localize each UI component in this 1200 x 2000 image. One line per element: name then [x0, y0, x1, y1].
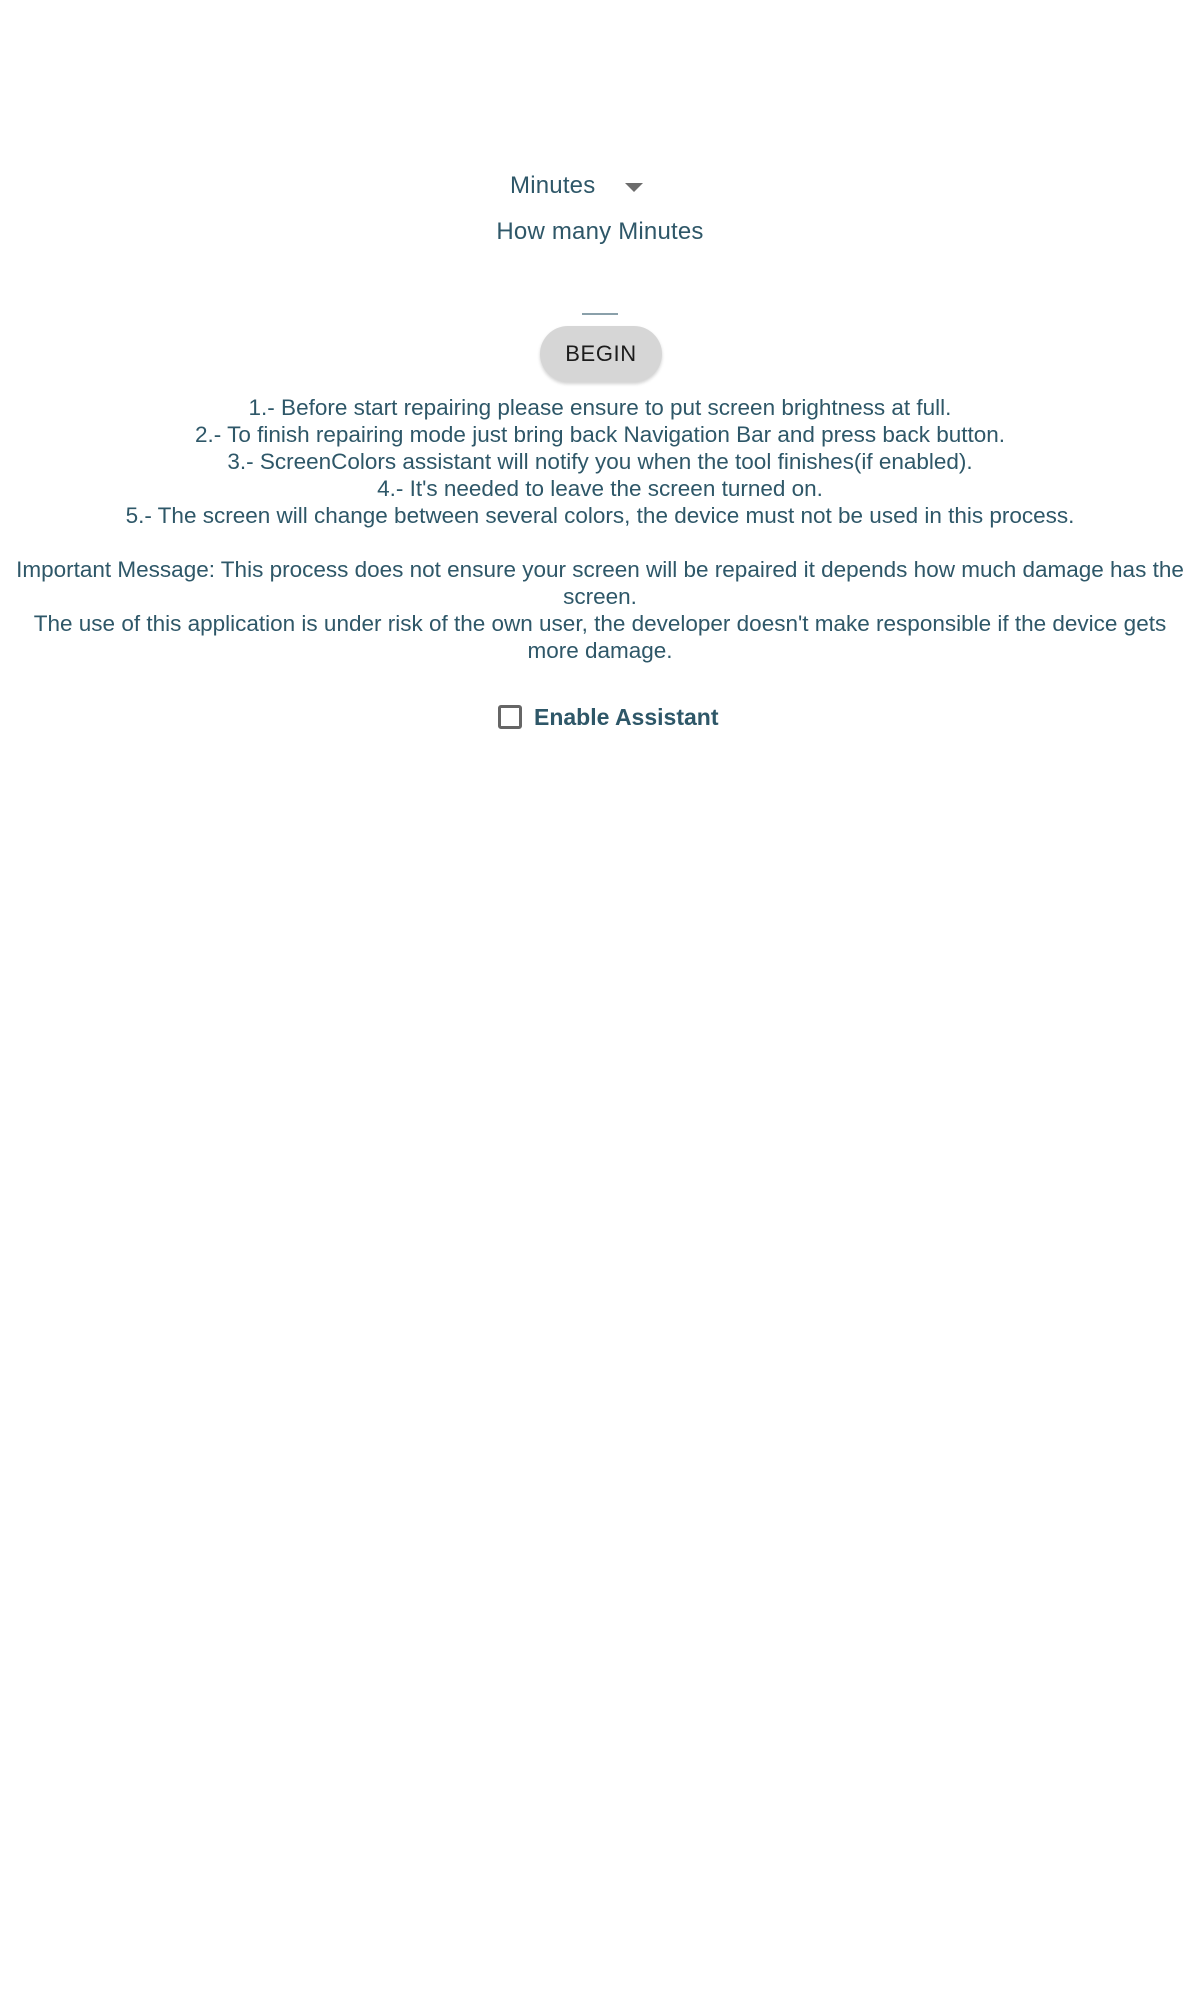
- duration-input[interactable]: [582, 283, 618, 315]
- instructions-text: [0, 394, 1200, 664]
- instruction-step-4: 4.- It's needed to leave the screen turned on.: [377, 476, 823, 501]
- instruction-step-1: 1.- Before start repairing please ensure to put screen brightness at full.: [248, 395, 952, 420]
- important-message: Important Message: This process does not ensure your screen will be repaired it depends how much damage has the screen.: [16, 557, 1184, 609]
- instruction-step-3: 3.- ScreenColors assistant will notify you when the tool finishes(if enabled).: [227, 449, 973, 474]
- disclaimer-message: The use of this application is under risk of the own user, the developer doesn't make responsible if the device gets more damage.: [33, 611, 1167, 663]
- instructions-spacer: [0, 529, 1200, 556]
- instruction-step-2: 2.- To finish repairing mode just bring back Navigation Bar and press back button.: [194, 422, 1006, 447]
- enable-assistant-label: Enable Assistant: [534, 703, 719, 730]
- dropdown-arrow-icon: [625, 183, 643, 192]
- checkbox-unchecked-icon[interactable]: [498, 705, 522, 729]
- duration-prompt: How many Minutes: [496, 218, 704, 245]
- spinner-selected-value: Minutes: [510, 172, 596, 199]
- instruction-step-5: 5.- The screen will change between several colors, the device must not be used in this process.: [125, 503, 1075, 528]
- unit-spinner[interactable]: [510, 166, 690, 206]
- enable-assistant-checkbox[interactable]: [498, 700, 718, 734]
- begin-button[interactable]: BEGIN: [540, 326, 662, 382]
